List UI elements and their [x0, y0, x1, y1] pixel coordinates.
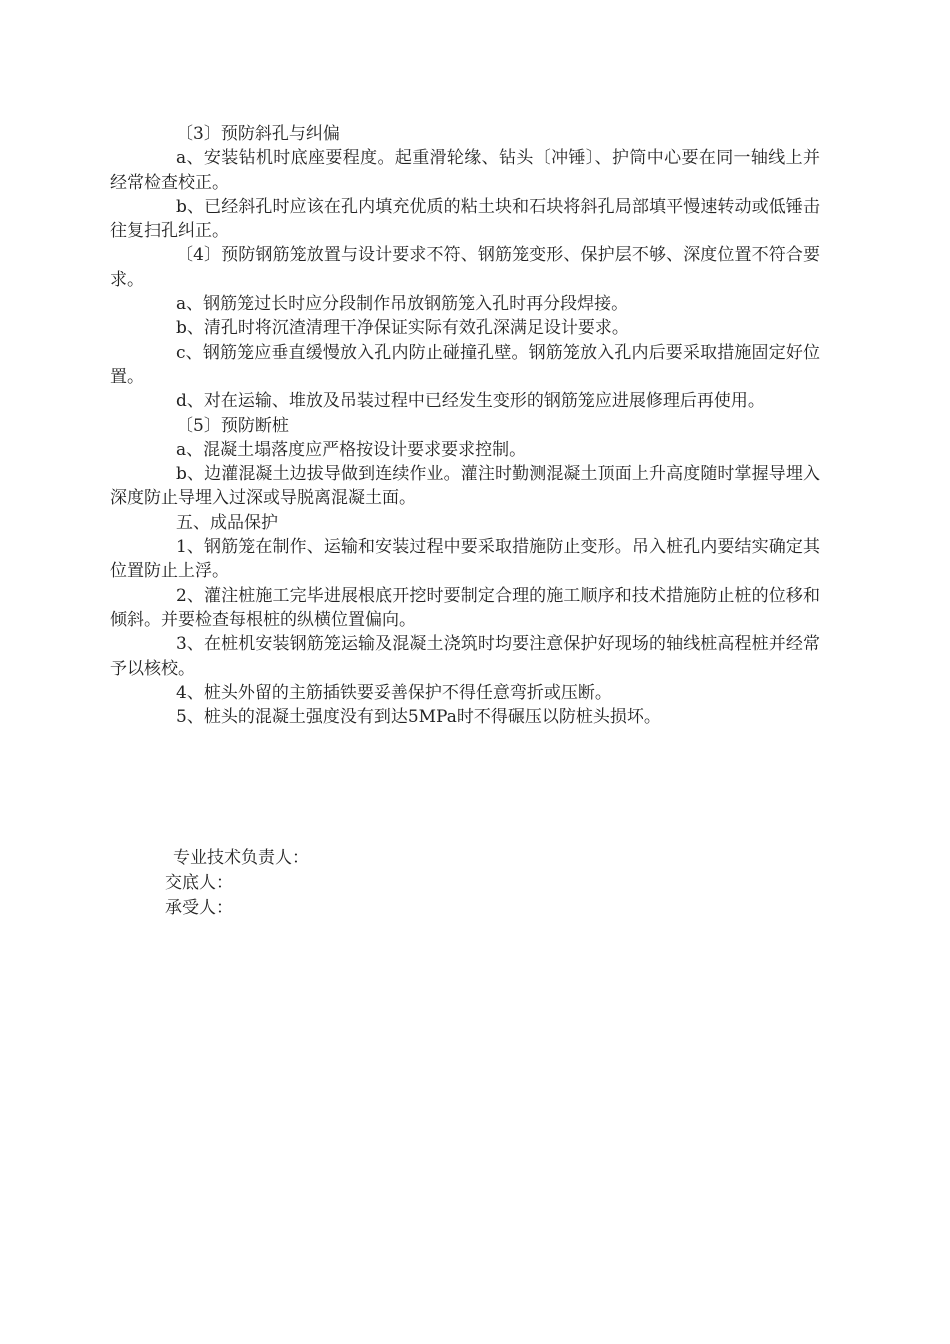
- tech-lead-signature-label: 专业技术负责人：: [173, 848, 309, 868]
- paragraph-item-b: b、清孔时将沉渣清理干净保证实际有效孔深满足设计要求。: [176, 318, 629, 339]
- paragraph-item-2: 2、灌注桩施工完毕进展根底开挖时要制定合理的施工顺序和技术措施防止桩的位移和倾斜。并要检查每根桩的纵横位置偏向。: [110, 585, 820, 630]
- heading-prevent-cage-issues: 〔4〕预防钢筋笼放置与设计要求不符、钢筋笼变形、保护层不够、深度位置不符合要求。: [110, 245, 820, 290]
- paragraph-item-a: a、安装钻机时底座要程度。起重滑轮缘、钻头〔冲锤〕、护筒中心要在同一轴线上并经常检查校正。: [110, 148, 820, 193]
- document-body: [110, 122, 820, 729]
- paragraph-item-3: 3、在桩机安装钢筋笼运输及混凝土浇筑时均要注意保护好现场的轴线桩高程桩并经常予以核校。: [110, 634, 820, 679]
- heading-prevent-broken-pile: 〔5〕预防断桩: [176, 415, 289, 436]
- heading-prevent-inclined-hole: 〔3〕预防斜孔与纠偏: [176, 124, 340, 144]
- paragraph-item-1: 1、钢筋笼在制作、运输和安装过程中要采取措施防止变形。吊入桩孔内要结实确定其位置防止上浮。: [110, 537, 820, 582]
- paragraph-item-4: 4、桩头外留的主筋插铁要妥善保护不得任意弯折或压断。: [176, 682, 612, 703]
- paragraph-item-a: a、混凝土塌落度应严格按设计要求要求控制。: [176, 439, 527, 460]
- paragraph-item-5: 5、桩头的混凝土强度没有到达5MPa时不得碾压以防桩头损坏。: [176, 707, 661, 728]
- paragraph-item-a: a、钢筋笼过长时应分段制作吊放钢筋笼入孔时再分段焊接。: [176, 294, 629, 315]
- section-title-finished-product-protection: 五、成品保护: [176, 512, 278, 533]
- paragraph-item-b: b、已经斜孔时应该在孔内填充优质的粘土块和石块将斜孔局部填平慢速转动或低锤击往复扫孔纠正。: [110, 196, 820, 242]
- receiver-signature-label: 承受人：: [165, 898, 233, 918]
- paragraph-item-b: b、边灌混凝土边拔导做到连续作业。灌注时勤测混凝土顶面上升高度随时掌握导埋入深度防止导埋入过深或导脱离混凝土面。: [110, 464, 820, 509]
- paragraph-item-c: c、钢筋笼应垂直缓慢放入孔内防止碰撞孔壁。钢筋笼放入孔内后要采取措施固定好位置。: [110, 342, 820, 387]
- paragraph-item-d: d、对在运输、堆放及吊装过程中已经发生变形的钢筋笼应进展修理后再使用。: [176, 391, 765, 412]
- signature-block: [165, 846, 309, 921]
- briefer-signature-label: 交底人：: [165, 873, 233, 893]
